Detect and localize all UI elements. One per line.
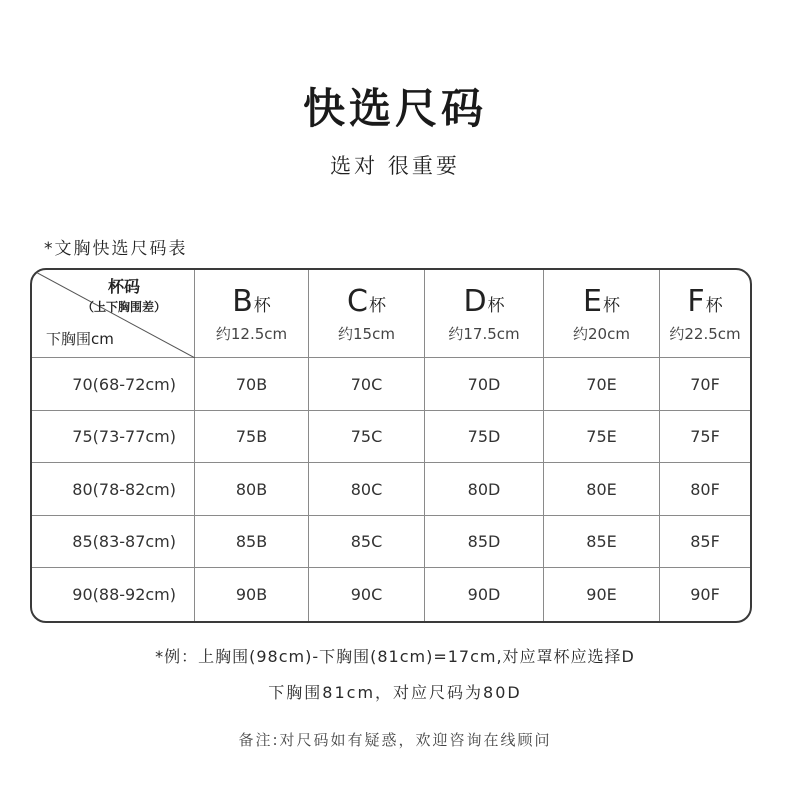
size-cell: 75B xyxy=(195,411,309,463)
cup-name xyxy=(583,284,620,319)
band-size-label: 80(78-82cm) xyxy=(32,463,195,516)
cup-header-0 xyxy=(195,270,309,358)
page-title: 快选尺码 xyxy=(302,84,487,133)
corner-cup-title: 杯码 xyxy=(107,277,140,296)
table-title: *文胸快选尺码表 xyxy=(44,239,188,259)
cup-suffix: 杯 xyxy=(368,295,386,316)
example-line-2: 下胸围81cm，对应尺码为80D xyxy=(268,683,522,702)
footer-note: 备注:对尺码如有疑惑，欢迎咨询在线顾问 xyxy=(238,731,552,749)
page-subtitle: 选对 很重要 xyxy=(330,154,460,178)
cup-difference: 约15cm xyxy=(338,324,395,343)
size-cell: 90C xyxy=(309,568,425,621)
size-cell: 90D xyxy=(425,568,544,621)
size-cell: 90F xyxy=(690,585,720,604)
cup-letter: B xyxy=(232,283,253,319)
band-size-label: 70(68-72cm) xyxy=(32,358,195,411)
example-line-1: *例：上胸围(98cm)-下胸围(81cm)=17cm,对应罩杯应选择D xyxy=(155,647,635,666)
size-cell: 75D xyxy=(425,411,544,463)
size-grid xyxy=(32,270,750,621)
size-cell: 80B xyxy=(195,463,309,516)
size-cell: 85D xyxy=(425,516,544,568)
size-cell: 85B xyxy=(195,516,309,568)
size-cell: 75F xyxy=(660,411,750,463)
cup-letter: E xyxy=(583,283,602,319)
size-cell: 70C xyxy=(309,358,425,411)
corner-cup-subtitle: （上下胸围差） xyxy=(81,300,166,314)
size-cell: 80C xyxy=(309,463,425,516)
cup-suffix: 杯 xyxy=(602,295,620,316)
cup-name xyxy=(687,284,722,319)
cup-name xyxy=(232,284,271,319)
size-cell: 70B xyxy=(195,358,309,411)
size-cell: 80D xyxy=(425,463,544,516)
cup-difference: 约17.5cm xyxy=(448,324,520,343)
cup-letter: F xyxy=(687,283,705,319)
size-cell: 90B xyxy=(195,568,309,621)
band-size-label: 75(73-77cm) xyxy=(32,411,195,463)
cup-header-1 xyxy=(309,270,425,358)
cup-difference: 约20cm xyxy=(573,324,630,343)
size-cell: 70F xyxy=(660,358,750,411)
size-cell: 75E xyxy=(544,411,660,463)
band-size-label: 90(88-92cm) xyxy=(32,568,195,621)
table-corner-header xyxy=(32,270,195,358)
size-table xyxy=(30,268,752,623)
cup-letter: D xyxy=(463,283,487,319)
cup-name xyxy=(347,284,386,319)
cup-header-3 xyxy=(544,270,660,358)
cup-header-4 xyxy=(660,270,750,358)
cup-suffix: 杯 xyxy=(487,295,505,316)
corner-cup-label xyxy=(82,274,166,315)
cup-suffix: 杯 xyxy=(253,295,271,316)
size-cell: 75C xyxy=(309,411,425,463)
size-cell: 70E xyxy=(544,358,660,411)
size-cell: 85C xyxy=(309,516,425,568)
size-cell: 85F xyxy=(660,516,750,568)
size-cell: 80E xyxy=(544,463,660,516)
cup-name xyxy=(463,284,504,319)
cup-letter: C xyxy=(347,283,368,319)
size-cell: 85E xyxy=(544,516,660,568)
cup-suffix: 杯 xyxy=(705,295,723,316)
size-cell: 70D xyxy=(425,358,544,411)
corner-band-label: 下胸围cm xyxy=(46,330,114,348)
size-cell: 90E xyxy=(544,568,660,621)
cup-difference: 约22.5cm xyxy=(669,324,741,343)
cup-difference: 约12.5cm xyxy=(215,324,288,343)
cup-header-2 xyxy=(425,270,544,358)
band-size-label: 85(83-87cm) xyxy=(32,516,195,568)
size-cell: 80F xyxy=(660,463,750,516)
